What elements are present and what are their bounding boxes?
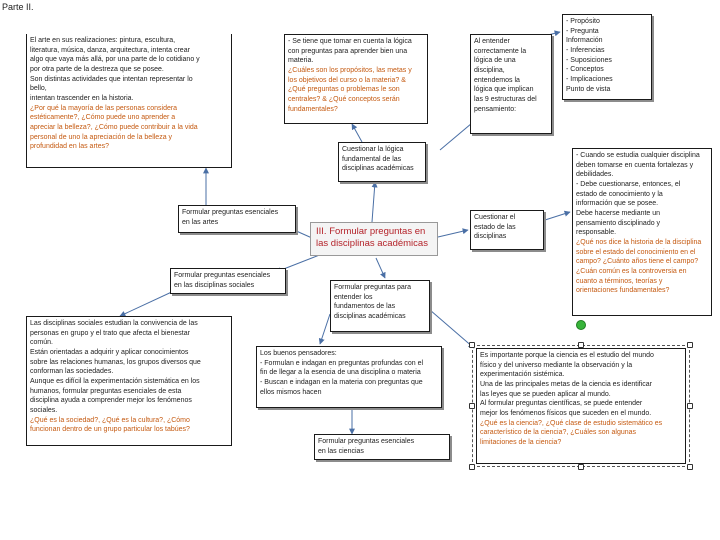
text-line: correctamente la [474,47,527,55]
text-line: - Propósito [566,18,600,25]
text-line: ¿Cuán común es la controversia en [576,267,687,275]
question-logic-node [338,142,426,182]
text-line: campo? ¿Cuánto años tiene el campo? [576,258,699,266]
text-line: ¿Qué es la sociedad?, ¿Qué es la cultura?, ¿Cómo [30,416,190,424]
text-line: fundamentos de las [334,303,396,311]
text-line: - Pregunta [566,27,599,35]
text-line: Aunque es difícil la experimentación sistemática en los [30,377,200,385]
text-line: las 9 estructuras del [474,95,537,103]
text-line: en las disciplinas sociales [174,281,255,289]
text-line: disciplinas [474,233,507,241]
edge-question-state-to-discipline [545,212,570,220]
text-line: personal de uno la apreciación de la belleza y [30,133,173,141]
text-line: estado de conocimiento y la [576,190,663,198]
text-line: - Suposiciones [566,56,612,64]
resize-handle-sw[interactable] [469,464,475,470]
text-line: bello, [30,85,47,93]
resize-handle-w[interactable] [469,403,475,409]
thought-structures-box [562,14,652,100]
text-line: entendemos la [474,76,520,84]
selection-frame [472,345,690,467]
text-line: disciplinas académicas [334,312,406,320]
text-line: información que se posee. [576,200,659,208]
text-line: centrales? & ¿Qué conceptos serán [288,95,400,103]
social-description-box [26,316,232,446]
discipline-state-box [572,148,712,316]
text-line: disciplina, [474,66,505,74]
central-topic-label: III. Formular preguntas en las disciplinas académicas [316,226,428,250]
edge-social-q-to-social [120,290,176,316]
resize-handle-se[interactable] [687,464,693,470]
text-line: conforman las sociedades. [30,368,114,376]
text-line: los objetivos del curso o la materia? & [288,76,406,84]
text-line: sobre las relaciones humanas, los grupos diversos que [30,358,201,366]
text-line: por otra parte de la destreza que se posee. [30,65,164,73]
text-line: ¿Por qué la mayoría de las personas considera [30,104,178,112]
resize-handle-e[interactable] [687,403,693,409]
text-line: - Debe cuestionarse, entonces, el [576,180,681,188]
text-line: ¿Qué preguntas o problemas le son [288,86,400,94]
text-line: Los buenos pensadores: [260,350,337,357]
text-line: Formular preguntas esenciales [182,209,279,216]
text-line: responsable. [576,229,617,237]
central-topic-node [310,222,438,256]
question-state-node [470,210,544,250]
text-line: humanos, formular preguntas esenciales de esta [30,387,182,395]
text-line: apreciar la belleza?, ¿Cómo puede contribuir a la vida [30,123,198,131]
resize-handle-ne[interactable] [687,342,693,348]
text-line: literatura, música, danza, arquitectura, intenta crear [30,46,190,54]
text-line: Información [566,37,603,45]
resize-handle-s[interactable] [578,464,584,470]
text-line: ¿Qué nos dice la historia de la disciplina [576,238,702,246]
text-line: - Buscan e indagan en la materia con preguntas que [260,378,423,386]
text-line: - Inferencias [566,46,605,54]
text-line: ¿Cuáles son los propósitos, las metas y [288,66,412,74]
text-line: sociales. [30,406,58,414]
text-line: - Implicaciones [566,75,613,83]
logic-description-box [284,34,428,124]
text-line: fundamentales? [288,105,338,113]
text-line: disciplina ayuda a comprender mejor los fenómenos [30,397,192,405]
text-line: Es importante porque la ciencia es el estudio del mundo [480,352,654,359]
text-line: físico y del universo mediante la observación y la [480,361,633,369]
text-line: Al entender [474,38,510,45]
edge-fundamentals-q-to-thinkers [320,314,330,344]
text-line: Al formular preguntas científicas, se puede entender [480,400,643,408]
text-line: - Formulan e indagan en preguntas profundas con el [260,359,424,367]
text-line: debilidades. [576,171,614,179]
page-title: Parte II. [2,2,34,12]
text-line: orientaciones fundamentales? [576,287,670,295]
text-line: ¿Qué es la ciencia?, ¿Qué clase de estudio sistemático es [480,419,663,427]
science-questions-node [314,434,450,460]
text-line: profundidad en las artes? [30,143,109,151]
text-line: en las ciencias [318,447,364,455]
arts-description-box [26,34,232,168]
fundamentals-questions-node [330,280,430,332]
text-line: Formular preguntas para [334,284,412,291]
text-line: Las disciplinas sociales estudian la convivencia de las [30,320,198,327]
resize-handle-n[interactable] [578,342,584,348]
text-line: característico de la ciencia?, ¿Cuáles son algunas [480,429,637,437]
text-line: Son distintas actividades que intentan representar lo [30,75,193,83]
text-line: Una de las principales metas de la ciencia es identificar [480,380,652,388]
text-line: fin de llegar a la esencia de una disciplina o materia [260,369,421,377]
text-line: limitaciones de la ciencia? [480,438,562,446]
text-line: - Cuando se estudia cualquier disciplina [576,152,700,159]
arts-questions-node [178,205,296,233]
text-line: estado de las [474,223,516,231]
text-line: disciplinas académicas [342,165,414,173]
text-line: pensamiento: [474,105,517,113]
text-line: común. [30,339,53,347]
understand-logic-box [470,34,552,134]
text-line: pensamiento disciplinado y [576,219,661,227]
text-line: funcionan dentro de un grupo particular los tabúes? [30,426,190,434]
text-line: Formular preguntas esenciales [318,438,415,445]
text-line: El arte en sus realizaciones: pintura, escultura, [30,37,176,44]
social-questions-node [170,268,286,294]
text-line: Cuestionar la lógica [342,146,404,153]
text-line: experimentación sistémica. [480,371,565,379]
text-line: - Se tiene que tomar en cuenta la lógica [288,38,412,45]
rotation-handle[interactable] [576,320,586,330]
text-line: mejor los fenómenos físicos que suceden en el mundo. [480,409,652,417]
text-line: ellos mismos hacen [260,388,322,396]
edge-center-to-question-logic [372,182,375,222]
text-line: fundamental de las [342,155,402,163]
text-line: con preguntas para aprender bien una [288,47,408,55]
text-line: en las artes [182,218,219,226]
text-line: lógica que implican [474,86,534,94]
text-line: estéticamente?, ¿Cómo puede uno aprender a [30,114,176,122]
text-line: deben tomarse en cuenta fortalezas y [576,161,694,169]
good-thinkers-box [256,346,442,408]
edge-question-logic-to-logic [352,124,362,142]
text-line: Cuestionar el [474,214,516,221]
edge-center-to-fundamentals-q [376,258,385,278]
edge-fundamentals-q-to-science [430,310,474,348]
text-line: sobre el estado del conocimiento en el [576,248,696,256]
text-line: Formular preguntas esenciales [174,272,271,279]
text-line: Debe hacerse mediante un [576,209,661,217]
text-line: las leyes que se pueden aplicar al mundo. [480,390,611,398]
text-line: - Conceptos [566,66,604,74]
text-line: personas en grupo y el trato que afecta el bienestar [30,329,190,337]
text-line: lógica de una [474,57,516,65]
text-line: materia. [288,57,314,65]
resize-handle-nw[interactable] [469,342,475,348]
text-line: entender los [334,293,373,301]
text-line: cuanto a términos, teorías y [576,277,663,285]
text-line: algo que vaya más allá, por una parte de lo cotidiano y [30,56,200,64]
edge-center-to-question-state [438,230,468,237]
text-line: Están orientadas a adquirir y aplicar conocimientos [30,348,189,356]
text-line: intentan trascender en la historia. [30,94,134,102]
text-line: Punto de vista [566,85,611,93]
